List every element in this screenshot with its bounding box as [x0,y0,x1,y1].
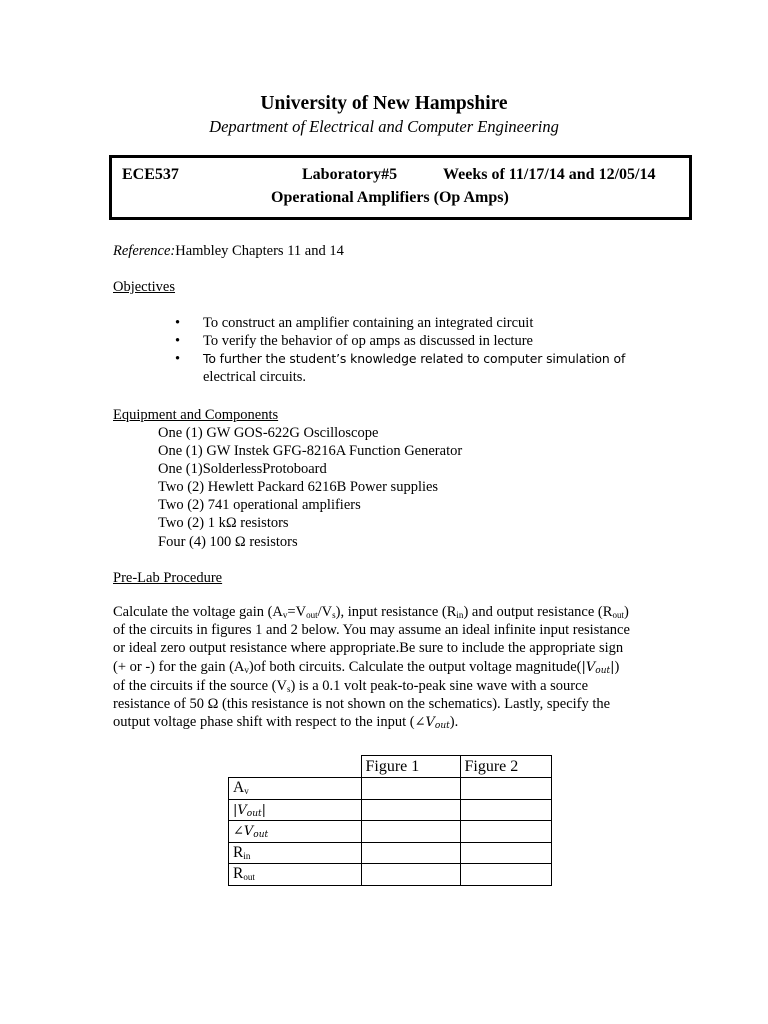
equipment-item: One (1) GW Instek GFG-8216A Function Generator [158,443,463,459]
list-item: • To verify the behavior of op amps as discussed in lecture [175,333,533,349]
equipment-item: Two (2) 741 operational amplifiers [158,497,361,513]
university-title: University of New Hampshire [260,93,508,114]
paragraph-line: or ideal zero output resistance where appropriate.Be sure to include the appropriate sign [113,640,624,657]
table-cell[interactable] [361,842,460,864]
table-row [229,821,552,843]
table-cell[interactable] [460,842,551,864]
row-label-vout-phase: $\angle V_{out}$ [229,821,362,843]
vout-phase: $\angle V_{out}$ [414,715,450,732]
table-cell[interactable] [361,821,460,843]
equipment-item: Four (4) 100 Ω resistors [158,534,298,550]
bullet-icon: • [175,315,181,331]
lab-weeks: Weeks of 11/17/14 and 12/05/14 [443,166,656,183]
paragraph-line: resistance of 50 Ω (this resistance is not shown on the schematics). Lastly, specify the [113,696,611,713]
table-cell[interactable] [460,799,551,821]
lab-topic: Operational Amplifiers (Op Amps) [271,189,509,206]
table-cell[interactable] [460,821,551,843]
course-code: ECE537 [122,166,179,183]
paragraph-line: of the circuits if the source $(V_s)$ is a 0.1 volt peak-to-peak sine wave with a source [113,677,589,694]
objectives-heading: Objectives [113,279,176,295]
objectives-list [150,314,650,386]
list-item: • To construct an amplifier containing an integrated circuit [175,315,534,331]
table-row [229,778,552,800]
table-row [229,842,552,864]
department-subtitle: Department of Electrical and Computer Engineering [209,117,559,136]
empty-corner-cell [229,756,362,778]
table-cell[interactable] [361,778,460,800]
paragraph-line: output voltage phase shift with respect to the input $(\angle V_{out})$. [113,714,459,732]
row-label-rin: $R_{in}$ [229,842,362,864]
results-table [228,755,552,886]
lab-number: Laboratory#5 [302,166,398,183]
table-header-row [229,756,552,778]
bullet-icon: • [175,333,181,349]
paragraph-line: Calculate the voltage gain $(A_v=V_{out}/V_s)$, input resistance $(R_{in})$ and output resistance $(R_{out})$ [113,604,629,620]
table-cell[interactable] [460,864,551,886]
table-row [229,864,552,886]
equipment-item: Two (2) 1 kΩ resistors [158,515,289,531]
equipment-heading: Equipment and Components [113,407,279,423]
lab-header-box [109,155,692,220]
reference-text: Hambley Chapters 11 and 14 [175,243,344,259]
list-item-continuation: electrical circuits. [203,369,307,385]
list-item: • To further the student’s knowledge related to computer simulation of [175,351,626,367]
table-cell[interactable] [460,778,551,800]
column-header-figure-1: Figure 1 [361,756,460,778]
row-label-vout-magnitude: $|V_{out}|$ [229,799,362,821]
row-label-rout: $R_{out}$ [229,864,362,886]
table-row [229,799,552,821]
column-header-figure-2: Figure 2 [460,756,551,778]
prelab-paragraph [113,603,673,732]
reference-label: Reference: [113,243,176,259]
prelab-heading: Pre-Lab Procedure [113,570,223,586]
equipment-item: One (1) GW GOS-622G Oscilloscope [158,425,379,441]
equipment-item: One (1)SolderlessProtoboard [158,461,327,477]
equipment-item: Two (2) Hewlett Packard 6216B Power supplies [158,479,439,495]
paragraph-line: (+ or -) for the gain $(A_v)of$ both circuits. Calculate the output voltage $magnitude(|V_{out}|)$ [113,658,620,676]
bullet-icon: • [175,351,181,367]
table-cell[interactable] [361,864,460,886]
vout-magnitude: $|V_{out}|$ [581,659,615,676]
row-label-av: $A_v$ [229,778,362,800]
reference-line [113,243,344,260]
table-cell[interactable] [361,799,460,821]
paragraph-line: of the circuits in figures 1 and 2 below. You may assume an ideal infinite input resistance [113,622,630,639]
